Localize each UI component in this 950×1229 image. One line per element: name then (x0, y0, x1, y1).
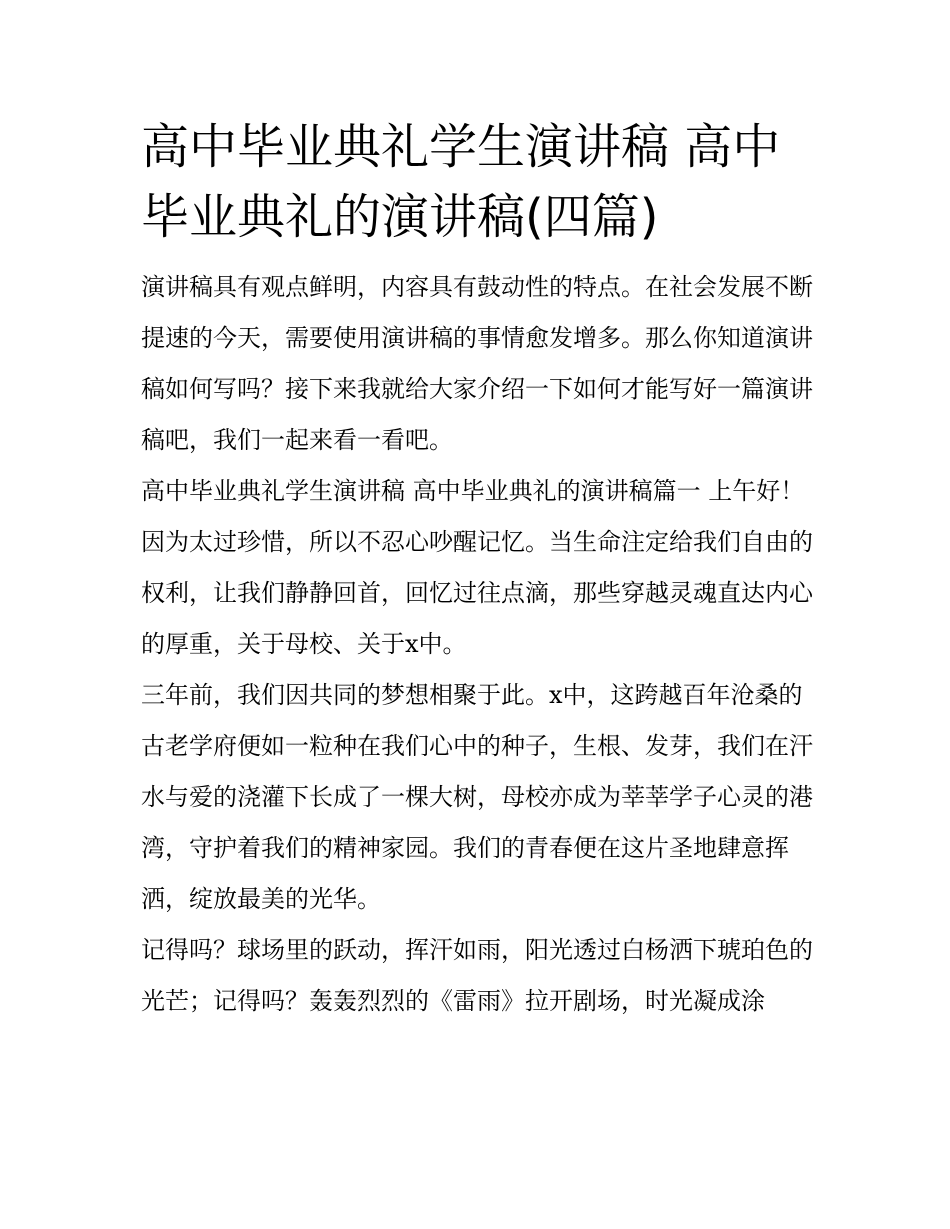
document-body (141, 112, 813, 1027)
paragraph-memory: 因为太过珍惜，所以不忍心吵醒记忆。当生命注定给我们自由的权利，让我们静静回首，回忆过往点滴，那些穿越灵魂直达内心的厚重，关于母校、关于x中。 (141, 528, 813, 658)
paragraph-section-heading: 高中毕业典礼学生演讲稿 高中毕业典礼的演讲稿篇一 上午好！ (141, 477, 805, 505)
paragraph-remember: 记得吗？球场里的跃动，挥汗如雨，阳光透过白杨洒下琥珀色的光芒；记得吗？轰轰烈烈的《雷雨》拉开剧场，时光凝成涂 (141, 936, 813, 1015)
document-title: 高中毕业典礼学生演讲稿 高中毕业典礼的演讲稿(四篇) (141, 119, 781, 245)
paragraph-intro: 演讲稿具有观点鲜明，内容具有鼓动性的特点。在社会发展不断提速的今天，需要使用演讲稿的事情愈发增多。那么你知道演讲稿如何写吗？接下来我就给大家介绍一下如何才能写好一篇演讲稿吧，我们一起来看一看吧。 (141, 273, 813, 454)
paragraph-three-years-ago: 三年前，我们因共同的梦想相聚于此。x中，这跨越百年沧桑的古老学府便如一粒种在我们心中的种子，生根、发芽，我们在汗水与爱的浇灌下长成了一棵大树，母校亦成为莘莘学子心灵的港湾，守护着我们的精神家园。我们的青春便在这片圣地肆意挥洒，绽放最美的光华。 (141, 681, 813, 913)
